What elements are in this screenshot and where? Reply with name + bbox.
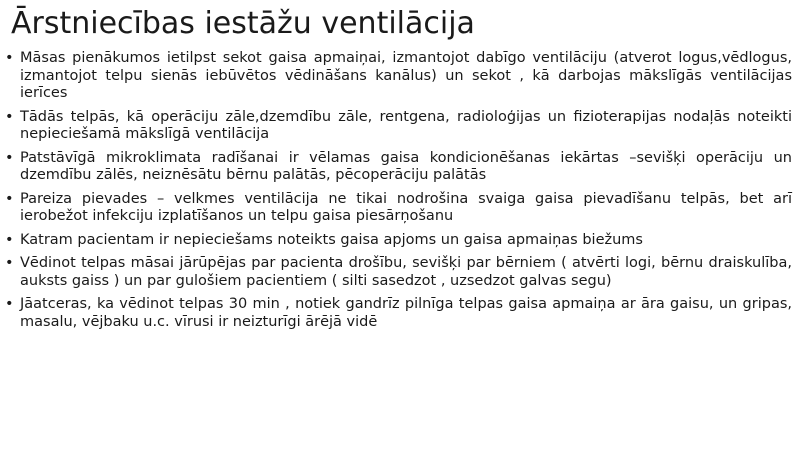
bullet-item — [0, 296, 800, 331]
bullet-text: Māsas pienākumos ietilpst sekot gaisa apmaiņai, izmantojot dabīgo ventilāciju (atverot logus,vēdlogus, izmantojot telpu sienās iebūvētos vēdināšans kanālus) un sekot , kā darbojas mākslīgās ventilācijas ierīces — [20, 50, 792, 101]
bullet-marker-icon: • — [5, 255, 14, 271]
bullet-item — [0, 255, 800, 290]
bullet-marker-icon: • — [5, 231, 14, 248]
bullet-item — [0, 50, 800, 103]
slide-title: Ārstniecības iestāžu ventilācija — [11, 6, 475, 41]
bullet-text: Tādās telpās, kā operāciju zāle,dzemdību zāle, rentgena, radioloģijas un fizioterapijas nodaļās noteikti nepieciešamā mākslīgā ventilācija — [20, 108, 792, 142]
bullet-item — [0, 232, 800, 250]
bullet-marker-icon: • — [5, 50, 14, 66]
bullet-marker-icon: • — [5, 108, 14, 125]
bullet-text: Patstāvīgā mikroklimata radīšanai ir vēlamas gaisa kondicionēšanas iekārtas –sevišķi operāciju un dzemdību zālēs, neiznēsātu bērnu palātās, pēcoperāciju palātās — [20, 149, 792, 183]
bullet-item — [0, 191, 800, 226]
bullet-list — [0, 50, 800, 337]
bullet-text: Pareiza pievades – velkmes ventilācija ne tikai nodrošina svaiga gaisa pievadīšanu telpās, bet arī ierobežot infekciju izplatīšanos un telpu gaisa piesārņošanu — [20, 190, 792, 224]
bullet-text: Jāatceras, ka vēdinot telpas 30 min , notiek gandrīz pilnīga telpas gaisa apmaiņa ar āra gaisu, un gripas, masalu, vējbaku u.c. vīrusi ir neizturīgi ārējā vidē — [20, 296, 792, 330]
bullet-text: Vēdinot telpas māsai jārūpējas par pacienta drošību, sevišķi par bērniem ( atvērti logi, bērnu draiskulība, auksts gaiss ) un par gulošiem pacientiem ( silti sasedzot , uzsedzot galvas segu) — [20, 255, 792, 289]
bullet-item — [0, 109, 800, 144]
bullet-text: Katram pacientam ir nepieciešams noteikts gaisa apjoms un gaisa apmaiņas biežums — [20, 231, 643, 248]
bullet-marker-icon: • — [5, 190, 14, 207]
bullet-marker-icon: • — [5, 149, 14, 166]
bullet-item — [0, 150, 800, 185]
bullet-marker-icon: • — [5, 296, 14, 312]
